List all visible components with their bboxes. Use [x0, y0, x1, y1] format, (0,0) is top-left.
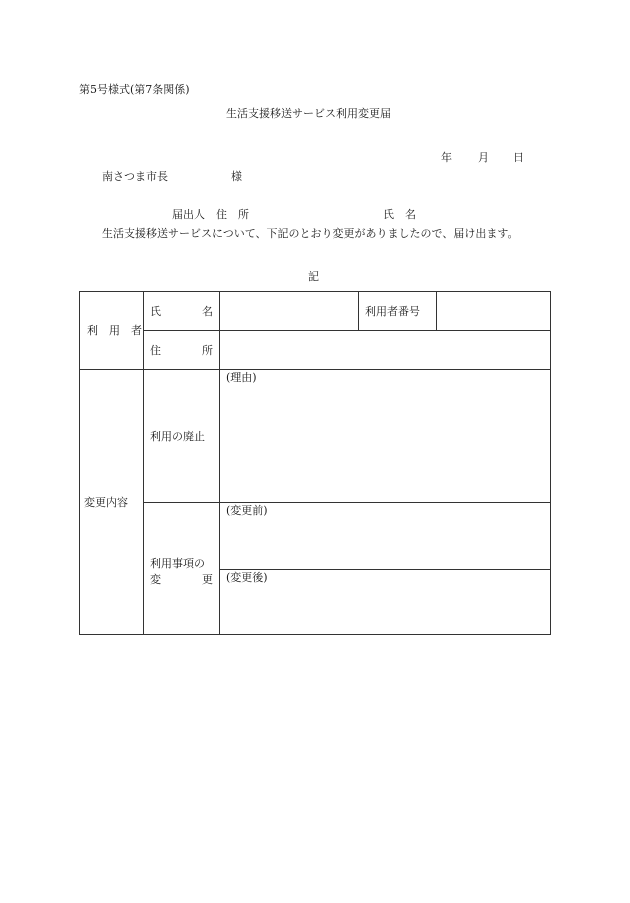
- address-label: [150, 345, 213, 356]
- name-label-char-1: 氏: [150, 305, 161, 318]
- address-label-char-2: 所: [202, 344, 213, 357]
- intro-text: 生活支援移送サービスについて、下記のとおり変更がありましたので、届け出ます。: [102, 227, 519, 240]
- addressee-honorific: 様: [231, 170, 242, 183]
- change-content-header: 変更内容: [84, 496, 128, 509]
- address-field[interactable]: [220, 331, 550, 369]
- form-number: 第5号様式(第7条関係): [79, 83, 190, 96]
- user-number-field[interactable]: [437, 292, 550, 330]
- address-label-char-1: 住: [150, 344, 161, 357]
- date-month-label: 月: [478, 151, 489, 164]
- before-change-field[interactable]: [220, 518, 550, 569]
- after-change-field[interactable]: [220, 585, 550, 634]
- addressee-name: 南さつま市長: [102, 170, 168, 183]
- name-label-char-2: 名: [202, 305, 213, 318]
- date-year-label: 年: [441, 151, 452, 164]
- reason-field[interactable]: [220, 384, 550, 502]
- document-title: 生活支援移送サービス利用変更届: [226, 107, 391, 120]
- table-rule: [143, 292, 144, 634]
- abolition-label: 利用の廃止: [150, 430, 205, 443]
- change-label-char-1: 変: [150, 573, 161, 586]
- after-change-label: (変更後): [226, 571, 268, 584]
- before-change-label: (変更前): [226, 504, 268, 517]
- ki-heading: 記: [308, 270, 319, 283]
- change-items-label-line2: [150, 574, 213, 585]
- table-rule: [219, 569, 550, 570]
- change-notification-table: [79, 291, 551, 635]
- name-field[interactable]: [220, 292, 358, 330]
- table-rule: [143, 502, 550, 503]
- table-rule: [80, 369, 550, 370]
- table-rule: [358, 292, 359, 331]
- applicant-name-label: 氏 名: [383, 208, 416, 221]
- reason-label: (理由): [226, 371, 257, 384]
- user-header: 利 用 者: [87, 324, 142, 337]
- name-label: [150, 306, 213, 317]
- applicant-address-label: 届出人 住 所: [172, 208, 249, 221]
- user-number-label: 利用者番号: [365, 305, 420, 318]
- date-day-label: 日: [513, 151, 524, 164]
- change-items-label-line1: 利用事項の: [150, 557, 205, 570]
- change-label-char-2: 更: [202, 573, 213, 586]
